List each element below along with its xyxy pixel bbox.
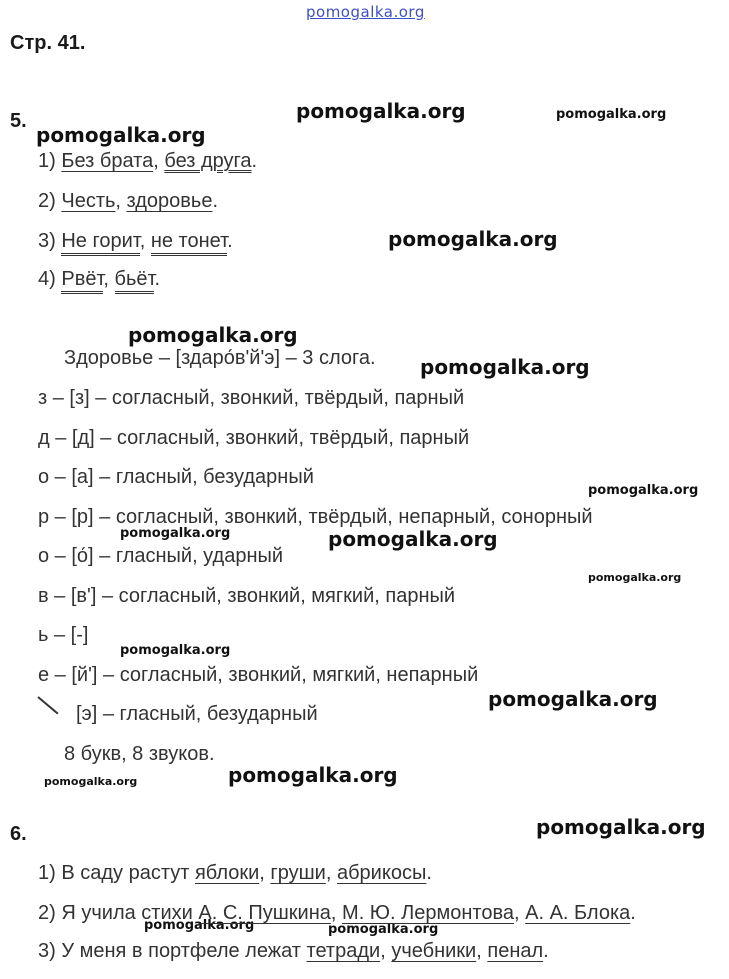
letter-row: о – [о́] – гласный, ударный <box>38 545 284 567</box>
underlined-word: тетради <box>306 940 381 962</box>
summary: 8 букв, 8 звуков. <box>64 743 215 765</box>
letter-row: з – [з] – согласный, звонкий, твёрдый, парный <box>38 387 465 409</box>
watermark: pomogalka.org <box>420 355 590 379</box>
underlined-word: М. Ю. Лермонтова <box>342 902 514 924</box>
letter-row: в – [в'] – согласный, звонкий, мягкий, парный <box>38 585 456 607</box>
sentence-text: У меня в портфеле лежат <box>61 940 301 962</box>
punctuation: . <box>227 230 233 252</box>
branch-line <box>37 696 58 714</box>
item-number: 4) <box>38 268 56 290</box>
underlined-phrase: здоровье <box>126 190 213 212</box>
punctuation: , <box>139 230 146 252</box>
page-title: Стр. 41. <box>10 32 86 54</box>
underlined-phrase: без друга <box>164 150 252 172</box>
item-number: 1) <box>38 862 56 884</box>
item-number: 1) <box>38 150 56 172</box>
underlined-word: А. С. Пушкина <box>198 902 331 924</box>
list-item <box>38 230 233 253</box>
letter-row: о – [а] – гласный, безударный <box>38 466 314 488</box>
list-item: 1) В саду растут яблоки, груши, абрикосы. <box>38 862 432 884</box>
sentence-text: В саду растут <box>61 862 190 884</box>
underlined-word: абрикосы <box>336 862 427 884</box>
underlined-word: груши <box>270 862 326 884</box>
watermark: pomogalka.org <box>388 227 558 251</box>
watermark: pomogalka.org <box>556 107 667 122</box>
underlined-phrase: Не горит <box>61 230 139 256</box>
letter-row: р – [р] – согласный, звонкий, твёрдый, непарный, сонорный <box>38 506 593 528</box>
list-item <box>38 190 218 213</box>
watermark: pomogalka.org <box>588 571 682 584</box>
watermark: pomogalka.org <box>536 815 706 839</box>
watermark: pomogalka.org <box>228 763 398 787</box>
watermark: pomogalka.org <box>120 643 231 658</box>
underlined-word: пенал <box>487 940 544 962</box>
letter-row: д – [д] – согласный, звонкий, твёрдый, парный <box>38 427 470 449</box>
watermark-top[interactable]: pomogalka.org <box>306 3 425 21</box>
letter-row: е – [й'] – согласный, звонкий, мягкий, непарный <box>38 664 479 686</box>
underlined-word: яблоки <box>194 862 260 884</box>
underlined-phrase: Без брата <box>61 150 154 172</box>
list-item: 2) Я учила стихи А. С. Пушкина, М. Ю. Лермонтова, А. А. Блока. <box>38 902 636 924</box>
watermark: pomogalka.org <box>44 775 138 788</box>
watermark: pomogalka.org <box>588 483 699 498</box>
punctuation: . <box>154 268 161 290</box>
list-item: 3) У меня в портфеле лежат тетради, учебники, пенал. <box>38 940 549 962</box>
item-number: 3) <box>38 940 56 962</box>
punctuation: , <box>103 268 109 290</box>
list-item <box>38 268 160 291</box>
watermark: pomogalka.org <box>328 527 498 551</box>
task-number: 6. <box>10 823 27 845</box>
underlined-phrase: Честь <box>61 190 116 212</box>
underlined-phrase: не тонет <box>151 230 227 256</box>
item-number: 2) <box>38 902 56 924</box>
watermark: pomogalka.org <box>120 526 231 541</box>
watermark: pomogalka.org <box>144 918 255 933</box>
watermark: pomogalka.org <box>36 123 206 147</box>
letter-row: [э] – гласный, безударный <box>76 703 318 725</box>
underlined-word: А. А. Блока <box>525 902 631 924</box>
item-number: 2) <box>38 190 56 212</box>
task-number: 5. <box>10 110 27 132</box>
sentence-text: Я учила стихи <box>61 902 193 924</box>
letter-row: ь – [-] <box>38 624 89 646</box>
punctuation: . <box>212 190 219 212</box>
list-item <box>38 150 257 173</box>
punctuation: , <box>115 190 121 212</box>
underlined-word: учебники <box>391 940 477 962</box>
watermark: pomogalka.org <box>296 99 466 123</box>
analysis-title: Здоровье – [здаро́в'й'э] – 3 слога. <box>64 347 376 369</box>
watermark: pomogalka.org <box>328 922 439 937</box>
watermark: pomogalka.org <box>488 687 658 711</box>
underlined-phrase: бьёт <box>115 268 155 294</box>
watermark: pomogalka.org <box>128 323 298 347</box>
punctuation: . <box>251 150 258 172</box>
item-number: 3) <box>38 230 56 252</box>
punctuation: , <box>153 150 159 172</box>
underlined-phrase: Рвёт <box>61 268 103 294</box>
